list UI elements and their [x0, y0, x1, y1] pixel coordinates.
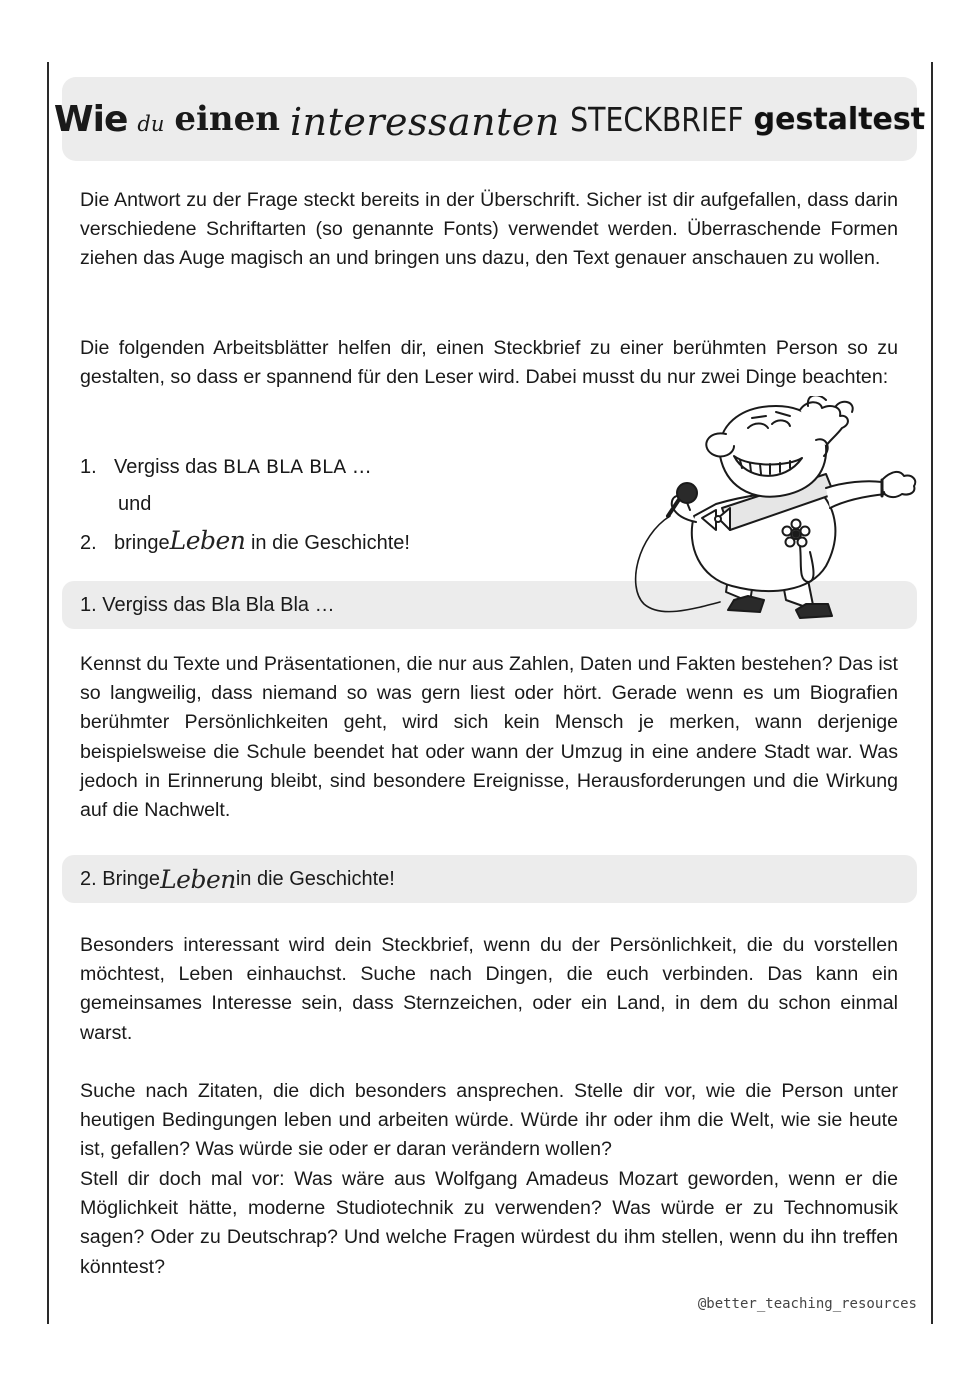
title-word: du [137, 112, 165, 136]
section-1-paragraph: Kennst du Texte und Präsentationen, die nur aus Zahlen, Daten und Fakten bestehen? Das ist so langweilig, dass niemand so was gern liest oder hört. Gerade wenn es um Biografien berühmter Persönlichkeiten geht, wird sich kein Mensch je merken, wann derjenige beispielsweise die Schule beendet hat oder wann der Umzug in eine andere Stadt war. Was jedoch in Erinnerung bleibt, sind besondere Ereignisse, Herausforderungen und die Wirkung auf die Nachwelt. [80, 653, 898, 822]
section-2-paragraph-2: Suche nach Zitaten, die dich besonders ansprechen. Stelle dir vor, wie die Person unter heutigen Bedingungen leben und arbeiten würde. Würde ihr oder ihm die Welt, wie sie heute ist, gefallen? Was würde sie oder er daran verändern wollen? [80, 1080, 898, 1161]
title-banner [53, 77, 926, 161]
title-word: einen [174, 99, 280, 139]
intro-paragraph-1: Die Antwort zu der Frage steckt bereits in der Überschrift. Sicher ist dir aufgefallen, dass darin verschiedene Schriftarten (so genannte Fonts) verwendet werden. Überraschende Formen ziehen das Auge magisch an und bringen uns dazu, den Text genauer anschauen zu wollen. [80, 189, 898, 270]
section-2-paragraph-1: Besonders interessant wird dein Steckbrief, wenn du der Persönlichkeit, die du vorstellen möchtest, Leben einhauchst. Suche nach Dingen, die euch verbinden. Das kann ein gemeinsames Interesse sein, dass Sternzeichen, oder ein Land, in dem du schon einmal warst. [80, 934, 898, 1044]
footer-credit: @better_teaching_resources [697, 1296, 917, 1312]
left-border-line [47, 62, 49, 1324]
title-word: STECKBRIEF [569, 99, 744, 139]
script-word: Leben [160, 864, 236, 894]
section-2-paragraph-3: Stell dir doch mal vor: Was wäre aus Wolfgang Amadeus Mozart geworden, wenn er die Möglichkeit hätte, moderne Studiotechnik zu verwenden? Was würde er zu Technomusik sagen? Oder zu Deutschrap? Und welche Fragen würdest du ihm stellen, wenn du ihn treffen könntest? [80, 1168, 898, 1278]
bla-text: BLA BLA BLA … [222, 456, 372, 478]
title-word: interessanten [289, 100, 560, 144]
section-heading-text: 2. Bringe [80, 867, 161, 890]
list-text: Vergiss das [114, 456, 223, 478]
list-item-2 [80, 526, 410, 555]
script-word: Leben [169, 526, 246, 555]
section-heading-text: 1. Vergiss das Bla Bla Bla … [80, 593, 335, 616]
list-connector: und [118, 493, 152, 515]
list-number: 2. [80, 532, 97, 554]
list-number: 1. [80, 456, 97, 478]
right-border-line [931, 62, 933, 1324]
singer-illustration [630, 396, 922, 622]
section-heading-text: in die Geschichte! [235, 867, 395, 890]
section-2-heading [62, 855, 917, 903]
list-text: in die Geschichte! [245, 532, 410, 554]
list-text: bringe [114, 532, 170, 554]
title-word: Wie [53, 98, 128, 140]
title-word: gestaltest [753, 101, 926, 137]
list-item-1 [80, 456, 371, 479]
intro-paragraph-2: Die folgenden Arbeitsblätter helfen dir, einen Steckbrief zu einer berühmten Person so zu gestalten, so dass er spannend für den Leser wird. Dabei musst du nur zwei Dinge beachten: [80, 337, 898, 389]
